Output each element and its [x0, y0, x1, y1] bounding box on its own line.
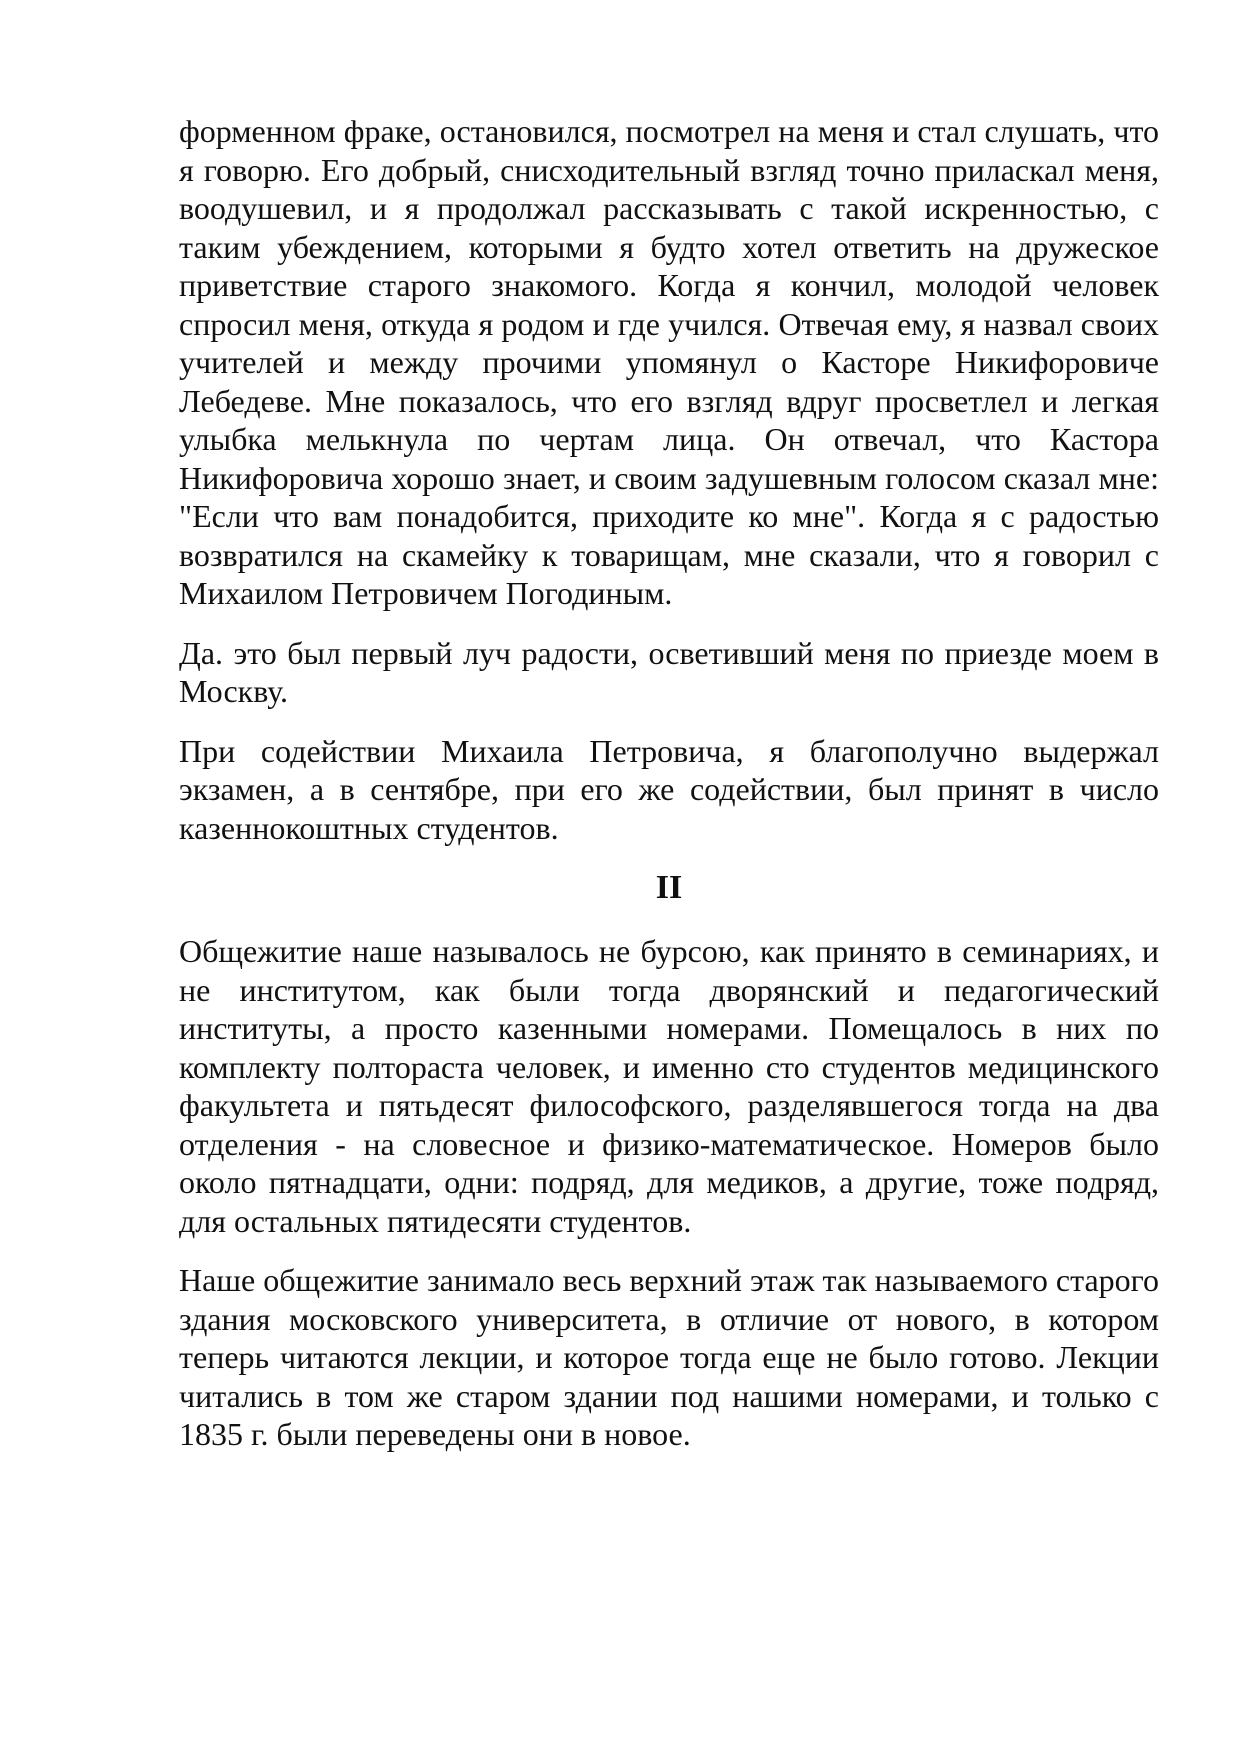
paragraph-dormitory: Общежитие наше называлось не бурсою, как принято в семинариях, и не институтом, как были тогда дворянский и педагогический институты, а просто казенными номерами. Помещалось в них по комплекту полтораста человек, и именно сто студентов медицинского факультета и пятьдесят философского, разделявшегося тогда на два отделения - на словесное и физико-математическое. Номеров было около пятнадцати, одни: подряд, для медиков, а другие, тоже подряд, для остальных пятидесяти студентов.: [179, 933, 1159, 1239]
document-page: [179, 112, 1159, 1475]
paragraph-continuation: форменном фраке, остановился, посмотрел на меня и стал слушать, что я говорю. Его добрый, снисходительный взгляд точно приласкал меня, воодушевил, и я продолжал рассказывать с такой искренностью, с таким убеждением, которыми я будто хотел ответить на дружеское приветствие старого знакомого. Когда я кончил, молодой человек спросил меня, откуда я родом и где учился. Отвечая ему, я назвал своих учителей и между прочими упомянул о Касторе Никифоровиче Лебедеве. Мне показалось, что его взгляд вдруг просветлел и легкая улыбка мелькнула по чертам лица. Он отвечал, что Кастора Никифоровича хорошо знает, и своим задушевным голосом сказал мне: "Если что вам понадобится, приходите ко мне". Когда я с радостью возвратился на скамейку к товарищам, мне сказали, что я говорил с Михаилом Петровичем Погодиным.: [179, 113, 1159, 611]
paragraph-old-building: Наше общежитие занимало весь верхний этаж так называемого старого здания московского университета, в отличие от нового, в котором теперь читаются лекции, и которое тогда еще не было готово. Лекции читались в том же старом здании под нашими номерами, и только с 1835 г. были переведены они в новое.: [179, 1262, 1159, 1452]
paragraph-exam: При содействии Михаила Петровича, я благополучно выдержал экзамен, а в сентябре, при его же содействии, был принят в число казеннокоштных студентов.: [179, 732, 1159, 846]
paragraph-first-ray: Да. это был первый луч радости, осветивший меня по приезде моем в Москву.: [179, 634, 1159, 709]
section-heading: II: [655, 869, 683, 906]
